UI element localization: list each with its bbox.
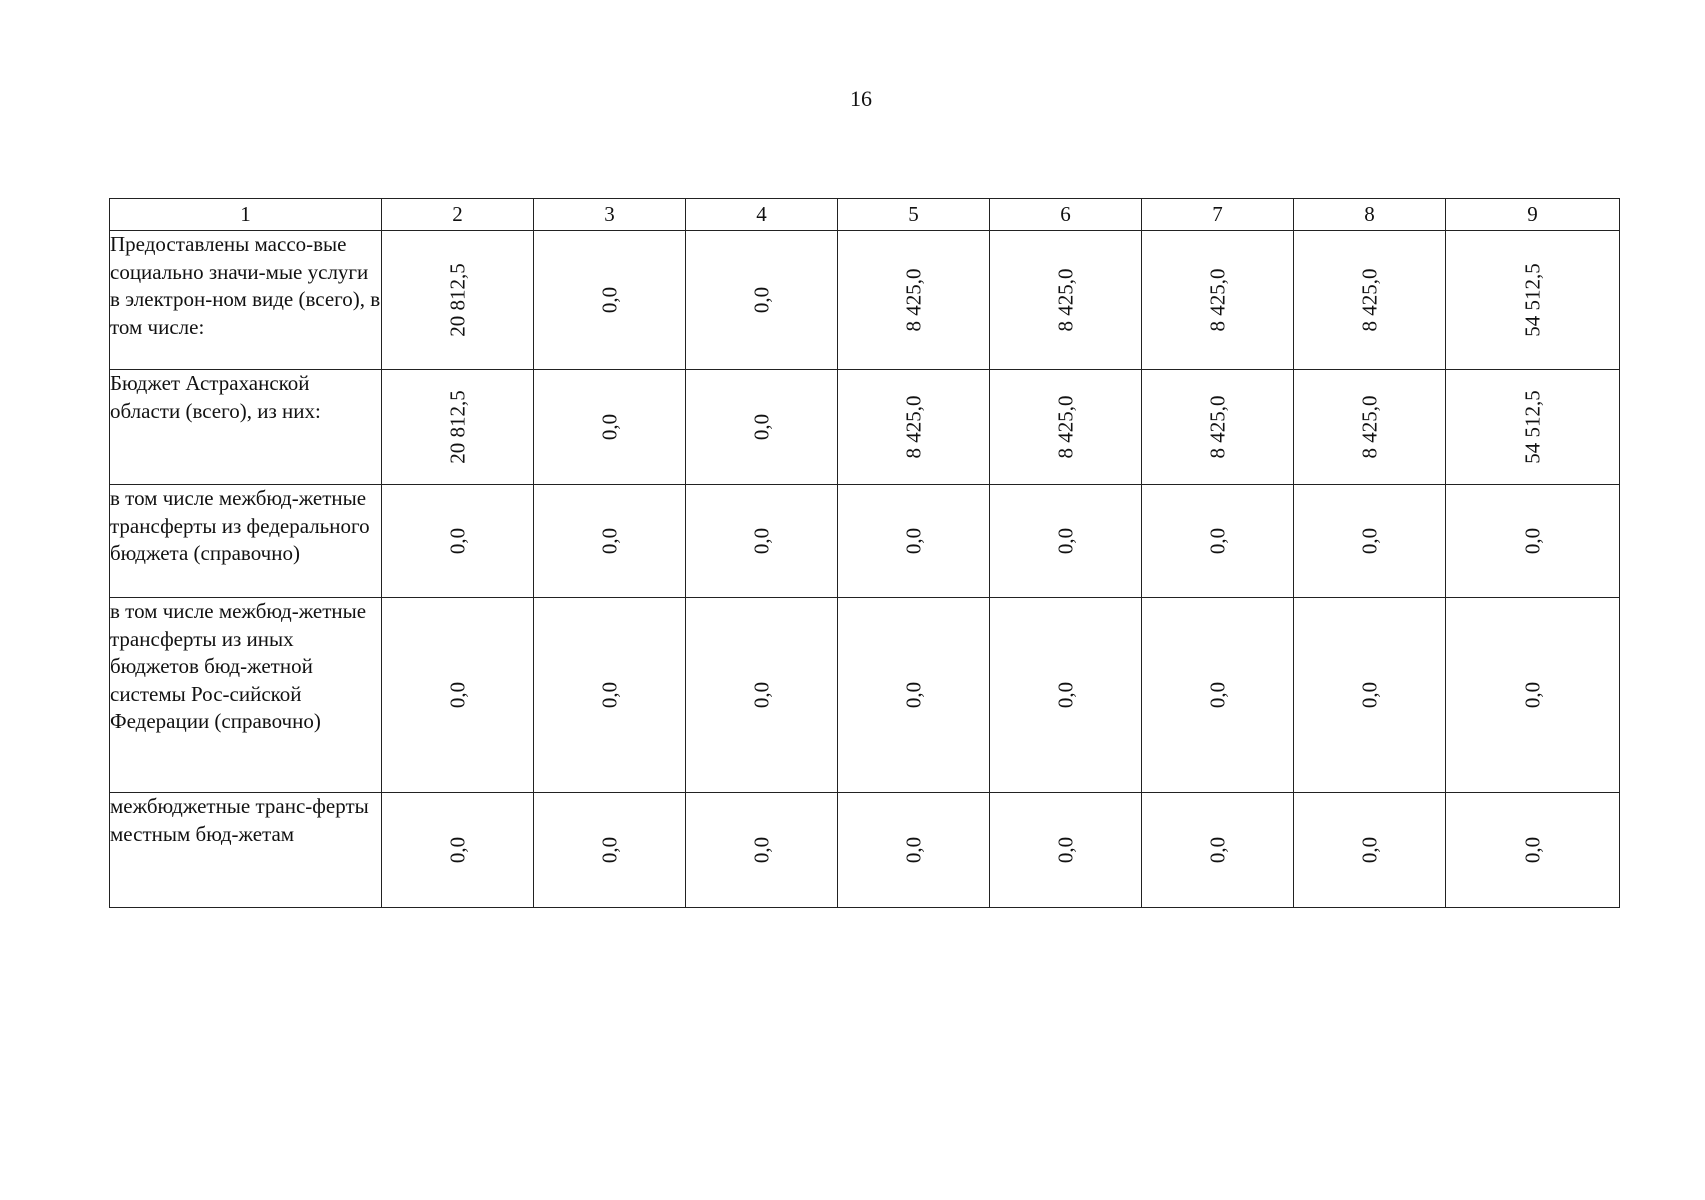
cell-value: 8 425,0 [1357,268,1381,332]
column-header: 7 [1142,199,1294,231]
cell-value: 0,0 [749,527,773,555]
value-cell [990,231,1142,370]
cell-value: 0,0 [597,286,621,314]
column-header: 6 [990,199,1142,231]
column-header-row [110,199,1620,231]
cell-value: 8 425,0 [1357,395,1381,459]
value-cell [1294,485,1446,598]
column-header: 1 [110,199,382,231]
value-cell [1142,485,1294,598]
cell-value: 8 425,0 [1053,395,1077,459]
value-cell [1142,231,1294,370]
cell-value: 0,0 [1357,527,1381,555]
table-row [110,485,1620,598]
column-header: 2 [382,199,534,231]
cell-value: 0,0 [1205,681,1229,709]
value-cell [534,598,686,793]
cell-value: 0,0 [597,836,621,864]
cell-value: 8 425,0 [901,395,925,459]
table-row [110,231,1620,370]
cell-value: 8 425,0 [1205,395,1229,459]
value-cell [1446,793,1620,908]
cell-value: 0,0 [749,286,773,314]
table-row [110,598,1620,793]
cell-value: 0,0 [1053,527,1077,555]
value-cell [1294,793,1446,908]
value-cell [838,370,990,485]
value-cell [1294,231,1446,370]
column-header: 5 [838,199,990,231]
value-cell [534,793,686,908]
cell-value: 0,0 [597,681,621,709]
cell-value: 0,0 [901,681,925,709]
value-cell [1294,370,1446,485]
cell-value: 8 425,0 [1205,268,1229,332]
column-header: 8 [1294,199,1446,231]
cell-value: 0,0 [597,527,621,555]
value-cell [686,370,838,485]
value-cell [990,598,1142,793]
cell-value: 0,0 [445,527,469,555]
cell-value: 0,0 [749,681,773,709]
value-cell [1142,370,1294,485]
value-cell [1446,598,1620,793]
value-cell [1294,598,1446,793]
row-label: в том числе межбюд-жетные трансферты из иных бюджетов бюд-жетной системы Рос-сийской Федерации (справочно) [110,598,382,793]
value-cell [838,231,990,370]
cell-value: 0,0 [1205,527,1229,555]
cell-value: 20 812,5 [445,263,469,337]
value-cell [534,485,686,598]
cell-value: 8 425,0 [1053,268,1077,332]
value-cell [990,793,1142,908]
value-cell [686,485,838,598]
cell-value: 0,0 [1053,836,1077,864]
cell-value: 0,0 [749,413,773,441]
table-row [110,370,1620,485]
column-header: 4 [686,199,838,231]
value-cell [990,485,1142,598]
value-cell [1142,598,1294,793]
value-cell [838,793,990,908]
column-header: 9 [1446,199,1620,231]
value-cell [382,370,534,485]
value-cell [686,231,838,370]
value-cell [1142,793,1294,908]
value-cell [990,370,1142,485]
column-header: 3 [534,199,686,231]
row-label: Предоставлены массо-вые социально значи-мые услуги в электрон-ном виде (всего), в том числе: [110,231,382,370]
value-cell [1446,485,1620,598]
cell-value: 54 512,5 [1520,390,1544,464]
value-cell [686,793,838,908]
row-label: межбюджетные транс-ферты местным бюд-жетам [110,793,382,908]
row-label: в том числе межбюд-жетные трансферты из федерального бюджета (справочно) [110,485,382,598]
value-cell [838,598,990,793]
cell-value: 0,0 [749,836,773,864]
value-cell [1446,370,1620,485]
cell-value: 0,0 [1520,681,1544,709]
cell-value: 0,0 [1357,836,1381,864]
value-cell [382,598,534,793]
value-cell [382,793,534,908]
cell-value: 0,0 [1520,836,1544,864]
value-cell [382,485,534,598]
cell-value: 0,0 [901,836,925,864]
cell-value: 0,0 [1520,527,1544,555]
cell-value: 8 425,0 [901,268,925,332]
cell-value: 0,0 [1357,681,1381,709]
row-label: Бюджет Астраханской области (всего), из них: [110,370,382,485]
value-cell [534,231,686,370]
cell-value: 0,0 [1053,681,1077,709]
cell-value: 0,0 [445,681,469,709]
value-cell [1446,231,1620,370]
value-cell [838,485,990,598]
cell-value: 0,0 [445,836,469,864]
value-cell [382,231,534,370]
table-row [110,793,1620,908]
cell-value: 54 512,5 [1520,263,1544,337]
cell-value: 0,0 [597,413,621,441]
value-cell [534,370,686,485]
cell-value: 0,0 [1205,836,1229,864]
cell-value: 20 812,5 [445,390,469,464]
value-cell [686,598,838,793]
cell-value: 0,0 [901,527,925,555]
page-number: 16 [850,86,872,111]
budget-table [109,198,1620,908]
